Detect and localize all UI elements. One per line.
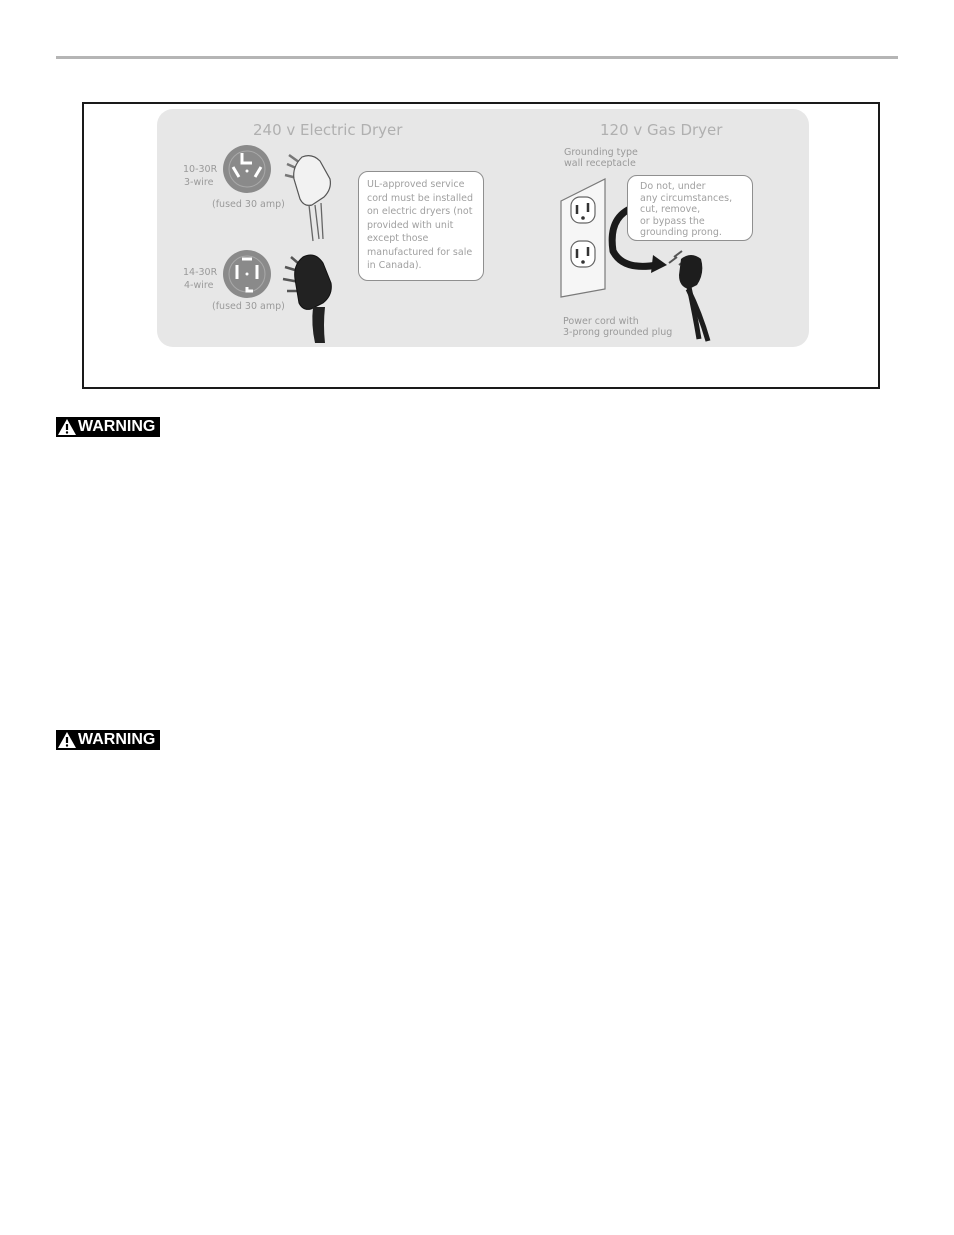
3-prong-dryer-plug-icon xyxy=(285,155,330,241)
wall-receptacle-icon xyxy=(561,179,605,297)
warning-badge xyxy=(56,730,160,750)
receptacle-4wire-fuse: (fused 30 amp) xyxy=(212,301,285,312)
warning-triangle-icon xyxy=(57,730,77,750)
power-cord-label: Power cord with 3-prong grounded plug xyxy=(563,316,673,338)
receptacle-3wire-wires: 3-wire xyxy=(184,177,214,188)
warning-badge xyxy=(56,417,160,437)
grounding-caution-callout: Do not, under any circumstances, cut, remove, or bypass the grounding prong. xyxy=(627,175,753,241)
receptacle-4wire-wires: 4-wire xyxy=(184,280,214,291)
wall-receptacle-label: Grounding type wall receptacle xyxy=(564,147,638,169)
receptacle-4wire-model: 14-30R xyxy=(183,267,218,278)
receptacle-14-30r-icon xyxy=(223,250,271,298)
3-prong-grounded-plug-icon xyxy=(669,251,708,341)
electrical-requirements-figure xyxy=(82,102,880,389)
receptacle-3wire-fuse: (fused 30 amp) xyxy=(212,199,285,210)
gas-dryer-title: 120 v Gas Dryer xyxy=(600,121,723,139)
warning-label: WARNING xyxy=(78,731,156,748)
warning-label: WARNING xyxy=(78,418,156,435)
top-rule xyxy=(56,56,898,59)
cord-note-callout: UL-approved service cord must be installed on electric dryers (not provided with unit except those manufactured for sale in Canada). xyxy=(358,171,484,281)
4-prong-dryer-plug-icon xyxy=(283,255,331,343)
warning-triangle-icon xyxy=(57,417,77,437)
receptacle-10-30r-icon xyxy=(223,145,271,193)
electric-dryer-title: 240 v Electric Dryer xyxy=(253,121,403,139)
receptacle-3wire-model: 10-30R xyxy=(183,164,218,175)
diagram-panel xyxy=(157,109,809,347)
